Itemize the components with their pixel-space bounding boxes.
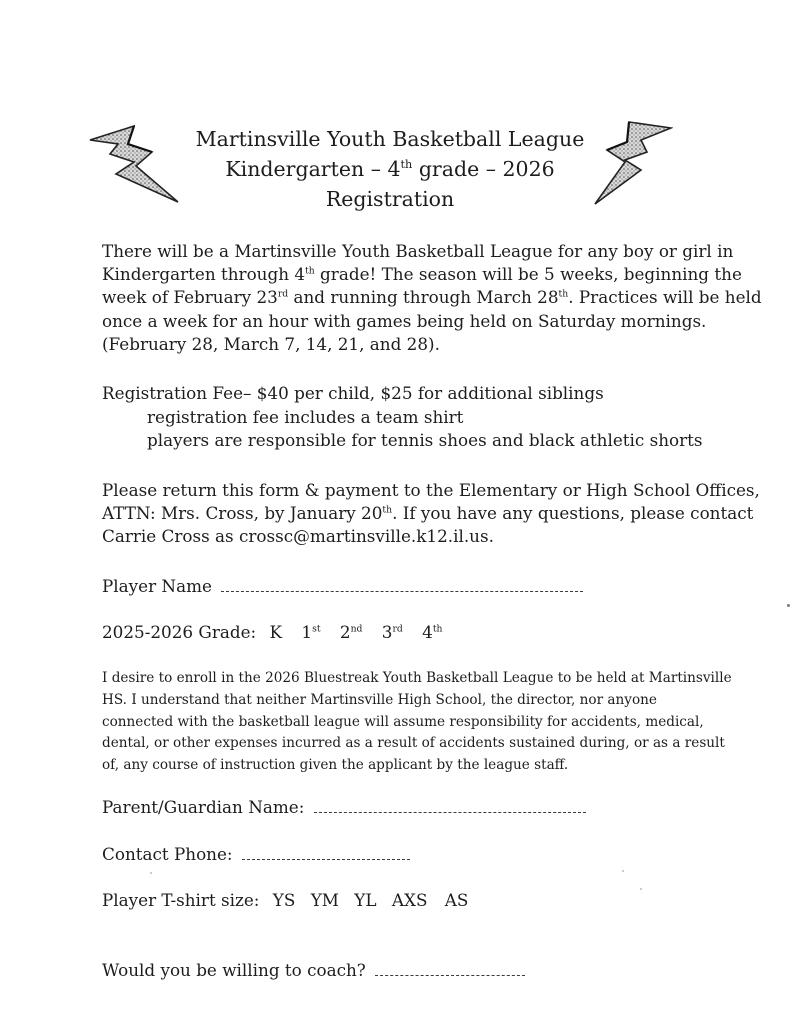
parent-name-field[interactable] xyxy=(314,800,586,813)
grade-option-k[interactable]: K xyxy=(269,622,283,642)
lightning-bolt-icon xyxy=(591,120,673,206)
parent-label: Parent/Guardian Name: xyxy=(102,797,305,817)
fee-shoes-note: players are responsible for tennis shoes and black athletic shorts xyxy=(147,430,703,450)
title-league: Martinsville Youth Basketball League xyxy=(195,127,585,151)
intro-line-2: Kindergarten through 4th grade! The season will be 5 weeks, beginning the xyxy=(102,264,742,284)
size-option-yl[interactable]: YL xyxy=(354,890,377,910)
scan-speck xyxy=(150,872,152,874)
page-title xyxy=(180,124,600,214)
scan-speck xyxy=(622,870,624,872)
player-name-label: Player Name xyxy=(102,576,212,596)
return-line-1: Please return this form & payment to the Elementary or High School Offices, xyxy=(102,480,760,500)
title-registration: Registration xyxy=(325,187,455,211)
waiver-line-1: I desire to enroll in the 2026 Bluestreak Youth Basketball League to be held at Martinsville xyxy=(102,670,732,686)
lightning-bolt-icon xyxy=(88,122,182,204)
title-grades: Kindergarten – 4th grade – 2026 xyxy=(225,157,555,181)
grade-row xyxy=(102,621,443,644)
return-line-3: Carrie Cross as crossc@martinsville.k12.il.us. xyxy=(102,526,494,546)
coach-label: Would you be willing to coach? xyxy=(102,960,366,980)
size-option-ys[interactable]: YS xyxy=(272,890,296,910)
fee-shirt-note: registration fee includes a team shirt xyxy=(147,407,464,427)
scan-speck xyxy=(640,888,642,890)
coach-field[interactable] xyxy=(375,963,525,976)
player-name-row xyxy=(102,575,583,598)
grade-option-3rd[interactable]: 3rd xyxy=(381,622,403,642)
intro-line-5: (February 28, March 7, 14, 21, and 28). xyxy=(102,334,440,354)
waiver-line-4: dental, or other expenses incurred as a result of accidents sustained during, or as a result xyxy=(102,735,725,751)
waiver-line-5: of, any course of instruction given the applicant by the league staff. xyxy=(102,757,569,773)
waiver-line-2: HS. I understand that neither Martinsville High School, the director, nor anyone xyxy=(102,692,657,708)
size-option-ym[interactable]: YM xyxy=(310,890,339,910)
intro-line-1: There will be a Martinsville Youth Basketball League for any boy or girl in xyxy=(102,241,734,261)
intro-line-4: once a week for an hour with games being held on Saturday mornings. xyxy=(102,311,707,331)
size-option-as[interactable]: AS xyxy=(444,890,469,910)
player-name-field[interactable] xyxy=(221,579,583,592)
scan-speck xyxy=(787,604,790,607)
fee-line: Registration Fee– $40 per child, $25 for additional siblings xyxy=(102,383,604,403)
grade-option-4th[interactable]: 4th xyxy=(422,622,443,642)
phone-field[interactable] xyxy=(242,847,410,860)
phone-label: Contact Phone: xyxy=(102,844,233,864)
grade-option-1st[interactable]: 1st xyxy=(301,622,321,642)
tshirt-row xyxy=(102,889,468,912)
tshirt-label: Player T-shirt size: xyxy=(102,890,260,910)
size-option-axs[interactable]: AXS xyxy=(391,890,428,910)
grade-option-2nd[interactable]: 2nd xyxy=(339,622,363,642)
intro-line-3: week of February 23rd and running through March 28th. Practices will be held xyxy=(102,287,762,307)
parent-row xyxy=(102,796,586,819)
waiver-line-3: connected with the basketball league will assume responsibility for accidents, medical, xyxy=(102,714,704,730)
grade-label: 2025-2026 Grade: xyxy=(102,622,257,642)
return-line-2: ATTN: Mrs. Cross, by January 20th. If you have any questions, please contact xyxy=(102,503,754,523)
phone-row xyxy=(102,843,410,866)
coach-row xyxy=(102,959,525,982)
